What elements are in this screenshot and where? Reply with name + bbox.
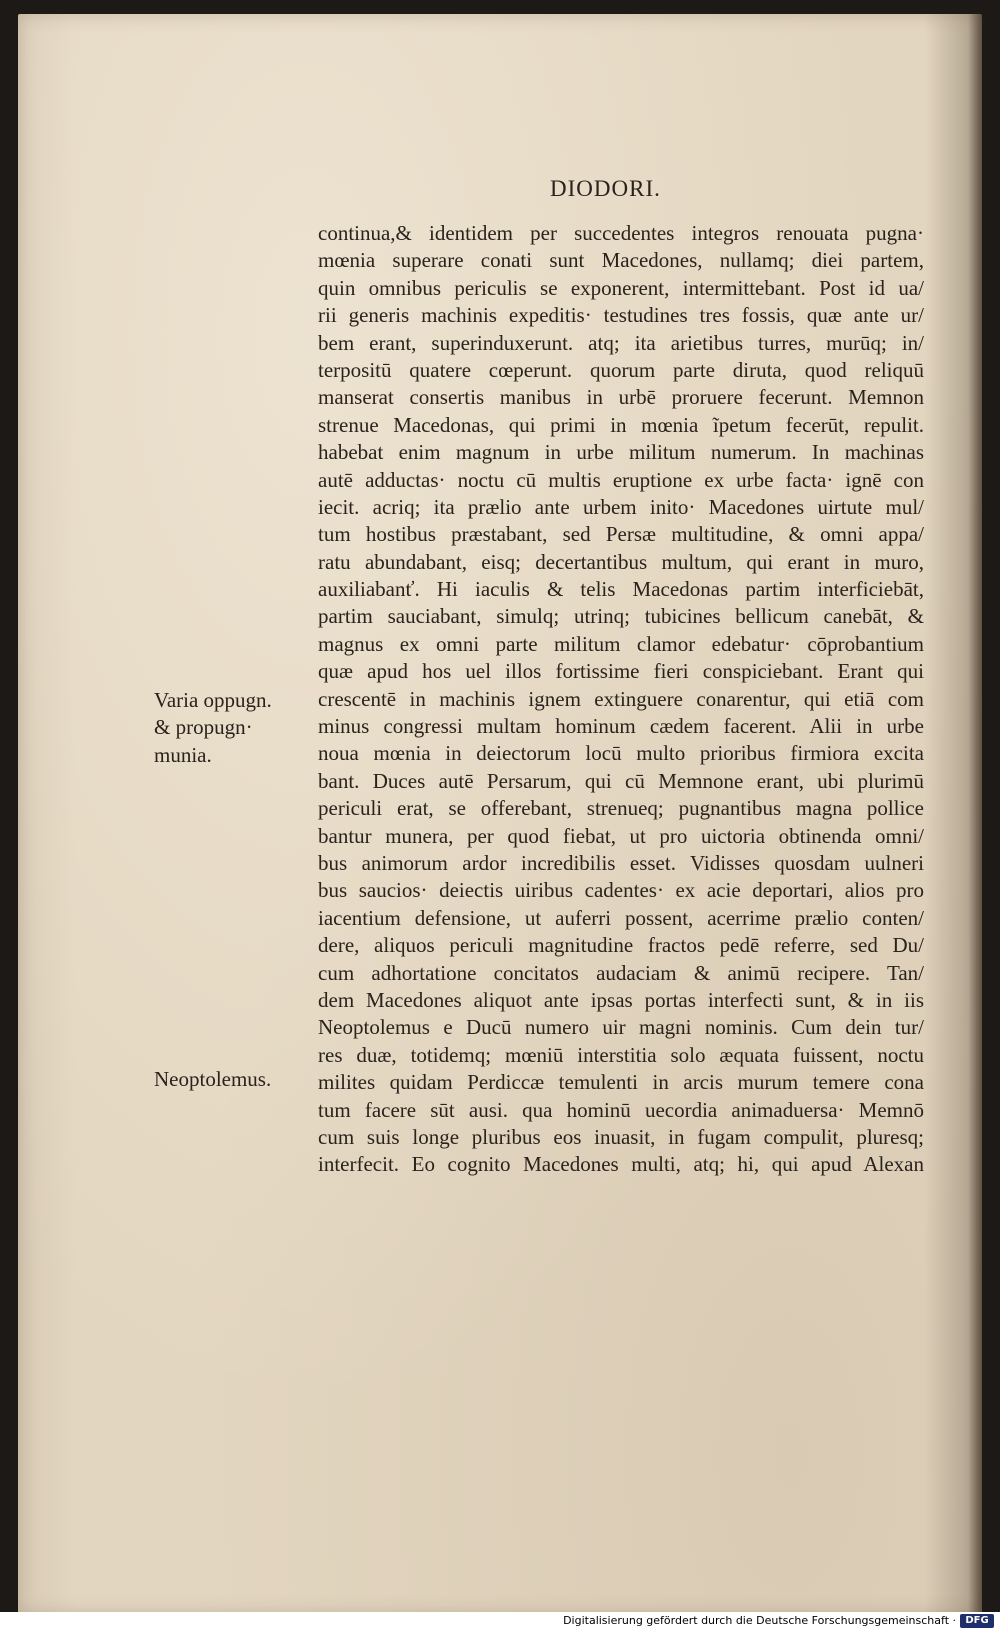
margin-note-line: & propugn· xyxy=(154,715,253,740)
text-line: quæ apud hos uel illos fortissime fieri conspiciebant. Erant qui xyxy=(318,659,924,684)
text-line: habebat enim magnum in urbe militum numerum. In machinas xyxy=(318,440,924,465)
text-line: autē adductas· noctu cū multis eruptione ex urbe facta· ignē con xyxy=(318,467,924,492)
text-line: bant. Duces autē Persarum, qui cū Memnone erant, ubi plurimū xyxy=(318,768,924,793)
text-line: res duæ, totidemq; mœniū interstitia solo æquata fuissent, noctu xyxy=(318,1042,924,1067)
text-line: milites quidam Perdiccæ temulenti in arcis murum temere cona xyxy=(318,1070,924,1095)
funding-credit: Digitalisierung gefördert durch die Deutsche Forschungsgemeinschaft · xyxy=(563,1614,956,1627)
text-line: terpositū quatere cœperunt. quorum parte diruta, quod reliquū xyxy=(318,357,924,382)
margin-note-line: Varia oppugn. xyxy=(154,688,272,712)
text-line: cum suis longe pluribus eos inuasit, in fugam compulit, pluresq; xyxy=(318,1124,924,1149)
text-line: bus animorum ardor incredibilis esset. Vidisses quosdam uulneri xyxy=(318,850,924,875)
digitization-footer xyxy=(0,1612,1000,1631)
text-line: quin omnibus periculis se exponerent, intermittebant. Post id ua/ xyxy=(318,275,924,300)
margin-note-neoptolemus xyxy=(154,1066,271,1093)
text-line: tum facere sūt ausi. qua hominū uecordia animaduersa· Memnō xyxy=(318,1097,924,1122)
text-line: magnus ex omni parte militum clamor edebatur· cōprobantium xyxy=(318,631,924,656)
text-line: interfecit. Eo cognito Macedones multi, atq; hi, qui apud Alexan xyxy=(318,1152,924,1177)
page-edge-shadow xyxy=(968,14,982,1614)
text-line: noua mœnia in deiectorum locū multo prioribus firmiora excita xyxy=(318,741,924,766)
text-line: bus saucios· deiectis uiribus cadentes· ex acie deportari, alios pro xyxy=(318,878,924,903)
text-line: bem erant, superinduxerunt. atq; ita arietibus turres, murūq; in/ xyxy=(318,330,924,355)
text-line: continua,& identidem per succedentes integros renouata pugna· xyxy=(318,221,924,245)
text-line: dem Macedones aliquot ante ipsas portas interfecti sunt, & in iis xyxy=(318,987,924,1012)
text-line: ratu abundabant, eisq; decertantibus multum, qui erant in muro, xyxy=(318,549,924,574)
margin-note-oppugnatio xyxy=(154,687,272,769)
text-line: dere, aliquos periculi magnitudine fractos pedē referre, sed Du/ xyxy=(318,933,924,958)
text-line: minus congressi multam hominum cædem facerent. Alii in urbe xyxy=(318,714,924,739)
text-line: Neoptolemus e Ducū numero uir magni nominis. Cum dein tur/ xyxy=(318,1015,924,1040)
text-line: crescentē in machinis ignem extinguere conarentur, qui etiā com xyxy=(318,686,924,711)
text-line: partim sauciabant, simulq; utrinq; tubicines bellicum canebāt, & xyxy=(318,604,924,629)
text-line: strenue Macedonas, qui primi in mœnia ĩpetum fecerūt, repulit. xyxy=(318,412,924,437)
dfg-logo: DFG xyxy=(960,1614,994,1628)
margin-note-line: munia. xyxy=(154,742,212,767)
text-line: rii generis machinis expeditis· testudines tres fossis, quæ ante ur/ xyxy=(318,303,924,328)
text-line: auxiliabanť. Hi iaculis & telis Macedonas partim interficiebāt, xyxy=(318,577,924,602)
text-line: iacentium defensione, ut auferri possent, acerrime prælio conten/ xyxy=(318,905,924,930)
text-line: tum hostibus præstabant, sed Persæ multitudine, & omni appa/ xyxy=(318,522,924,547)
text-line: mœnia superare conati sunt Macedones, nullamq; diei partem, xyxy=(318,248,924,273)
text-line: bantur munera, per quod fiebat, ut pro uictoria obtinenda omni/ xyxy=(318,823,924,848)
running-head: DIODORI. xyxy=(550,176,661,201)
text-line: manserat consertis manibus in urbē proruere fecerunt. Memnon xyxy=(318,385,924,410)
margin-note-line: Neoptolemus. xyxy=(154,1067,272,1091)
text-line: iecit. acriq; ita prælio ante urbem inito· Macedones uirtute mul/ xyxy=(318,494,924,519)
main-text-block xyxy=(318,220,924,1179)
text-line: cum adhortatione concitatos audaciam & animū recipere. Tan/ xyxy=(318,960,924,985)
text-line: periculi erat, se offerebant, strenueq; pugnantibus magna pollice xyxy=(318,796,924,821)
